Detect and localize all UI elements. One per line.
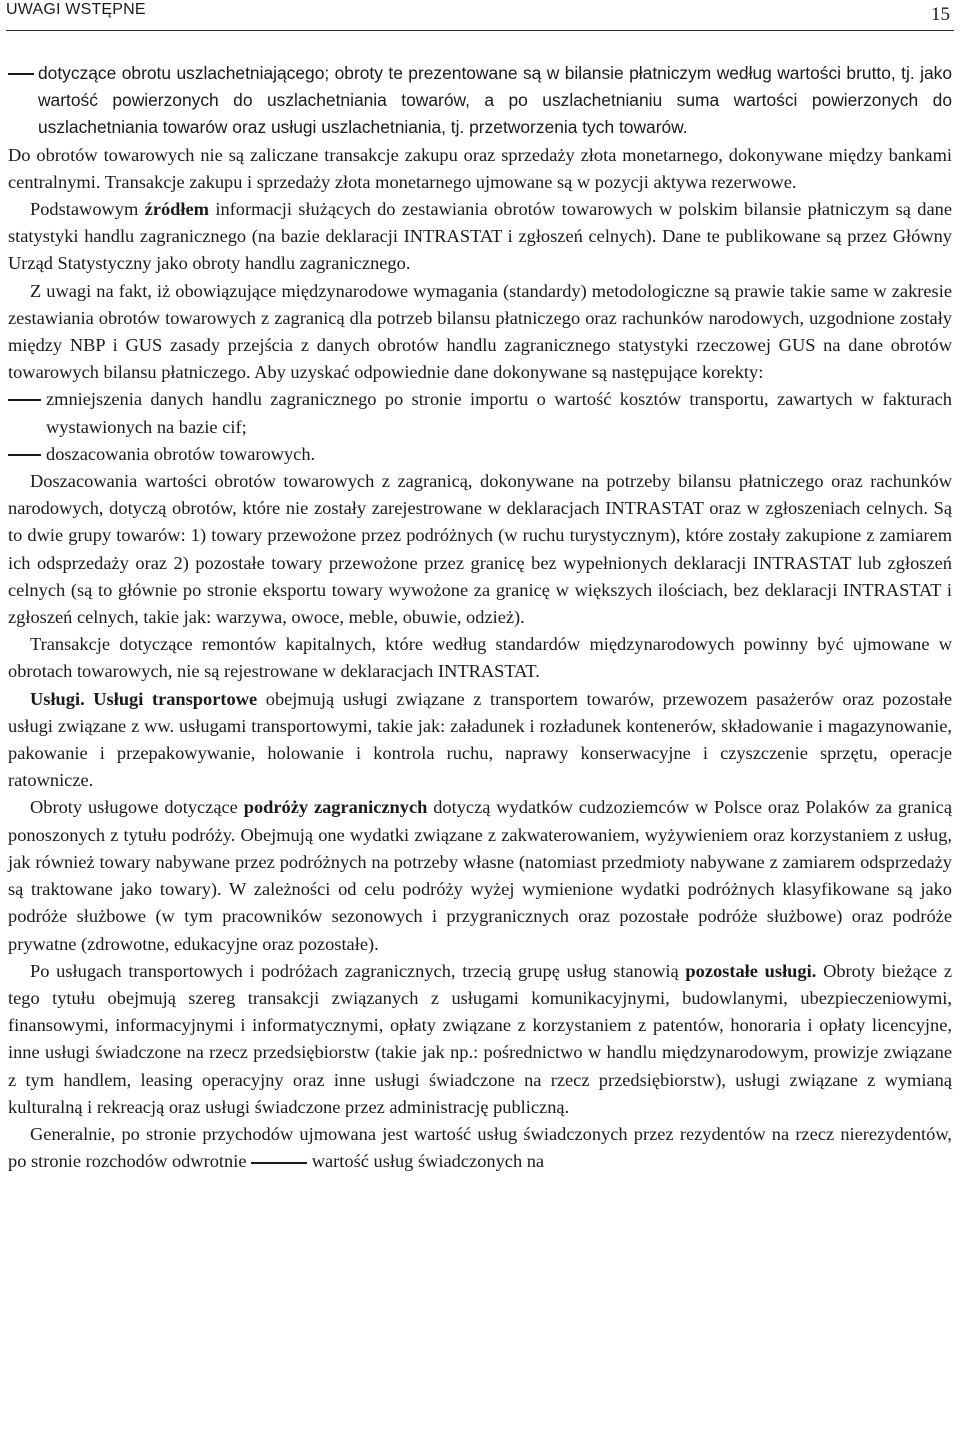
page-header <box>6 0 954 31</box>
paragraph-generalnie: Generalnie, po stronie przychodów ujmowana jest wartość usług świadczonych przez rezydentów na rzecz nierezydentów, po stronie rozchodów odwrotnie wartość usług świadczonych na <box>8 1123 952 1172</box>
paragraph-doszacowania: Doszacowania wartości obrotów towarowych z zagranicą, dokonywane na potrzeby bilansu płatniczego oraz rachunków narodowych, dotyczą obrotów, które nie zostały zarejestrowane w deklaracjach INTRASTAT oraz w zgłoszeniach celnych. Są to dwie grupy towarów: 1) towary przewożone przez podróżnych (w ruchu turystycznym), które zostały zakupione z zamiarem ich odsprzedaży oraz 2) pozostałe towary przewożone przez granicę bez wypełnionych deklaracji INTRASTAT lub zgłoszeń celnych (są to głównie po stronie eksportu towary wywożone za granicę w większych ilościach, bez deklaracji INTRASTAT i zgłoszeń celnych, takie jak: warzywa, owoce, meble, obuwie, odzież). <box>8 471 952 628</box>
term-zrodlem: źródłem <box>144 199 209 220</box>
list-item-korekta-1: zmniejszenia danych handlu zagranicznego po stronie importu o wartość kosztów transportu, zawartych w fakturach wystawionych na bazie cif; <box>8 386 952 440</box>
paragraph-zloto-monetarne: Do obrotów towarowych nie są zaliczane transakcje zakupu oraz sprzedaży złota monetarnego, dokonywane między bankami centralnymi. Transakcje zakupu i sprzedaży złota monetarnego ujmowane są w pozycji aktywa rezerwowe. <box>8 144 952 192</box>
paragraph-pozostale-uslugi: Po usługach transportowych i podróżach zagranicznych, trzecią grupę usług stanowią pozostałe usługi. Obroty bieżące z tego tytułu obejmują szereg transakcji związanych z usługami komunikacyjnymi, budowlanymi, ubezpieczeniowymi, finansowymi, informacyjnymi i informatycznymi, opłaty związane z korzystaniem z patentów, honoraria i opłaty licencyjne, inne usługi świadczone na rzecz przedsiębiorstw (takie jak np.: pośrednictwo w handlu międzynarodowym, prowizje związane z tym handlem, leasing operacyjny oraz inne usługi świadczone na rzecz przedsiębiorstw), usługi związane z wymianą kulturalną i rekreacją oraz usługi świadczone przez administrację publiczną. <box>8 960 952 1117</box>
list-item-korekta-2: doszacowania obrotów towarowych. <box>8 441 952 468</box>
dash-bullet <box>8 60 38 142</box>
paragraph-standardy: Z uwagi na fakt, iż obowiązujące międzynarodowe wymagania (standardy) metodologiczne są prawie takie same w zakresie zestawiania obrotów towarowych z zagranicą dla potrzeb bilansu płatniczego oraz rachunków narodowych, uzgodnione zostały między NBP i GUS zasady przejścia z danych obrotów handlu zagranicznego statystyki rzeczowej GUS na dane obrotów towarowych bilansu płatniczego. Aby uzyskać odpowiednie dane dokonywane są następujące korekty: <box>8 280 952 383</box>
page-number: 15 <box>931 4 950 25</box>
document-body <box>8 60 952 1175</box>
heading-uslugi: Usługi. <box>30 688 85 709</box>
dash-bullet <box>8 386 46 440</box>
paragraph-podroze: Obroty usługowe dotyczące podróży zagranicznych dotyczą wydatków cudzoziemców w Polsce oraz Polaków za granicą ponoszonych z tytułu podróży. Obejmują one wydatki związane z zakwaterowaniem, wyżywieniem oraz korzystaniem z usług, jak również towary nabywane przez podróżnych na potrzeby własne (natomiast przedmioty nabywane z zamiarem odsprzedaży są traktowane jako towary). W zależności od celu podróży wyżej wymienione wydatki podróżnych klasyfikowane są jako podróże służbowe (w tym pracowników sezonowych i przygranicznych oraz pozostałe podróże służbowe) oraz podróże prywatne (zdrowotne, edukacyjne oraz pozostałe). <box>8 797 952 954</box>
section-title: UWAGI WSTĘPNE <box>6 1 146 18</box>
list-item-uszlachetnianie <box>8 60 952 142</box>
paragraph-remonty: Transakcje dotyczące remontów kapitalnych, które według standardów międzynarodowych powinny być ujmowane w obrotach towarowych, nie są rejestrowane w deklaracjach INTRASTAT. <box>8 634 952 682</box>
paragraph-uslugi-transportowe: Usługi. Usługi transportowe obejmują usługi związane z transportem towarów, przewozem pasażerów oraz pozostałe usługi związane z ww. usługami transportowymi, takie jak: załadunek i rozładunek kontenerów, składowanie i magazynowanie, pakowanie i przepakowywanie, holowanie i kontrola ruchu, naprawy konserwacyjne i czyszczenie sprzętu, operacje ratownicze. <box>8 688 952 791</box>
paragraph-zrodla-informacji: Podstawowym źródłem informacji służących do zestawiania obrotów towarowych w polskim bilansie płatniczym są dane statystyki handlu zagranicznego (na bazie deklaracji INTRASTAT i zgłoszeń celnych). Dane te publikowane są przez Główny Urząd Statystyczny jako obroty handlu zagranicznego. <box>8 199 952 274</box>
term-podrozy-zagranicznych: podróży zagranicznych <box>243 797 428 818</box>
term-uslugi-transportowe: Usługi transportowe <box>93 688 258 709</box>
term-pozostale-uslugi: pozostałe usługi. <box>685 960 817 981</box>
dash-bullet <box>8 441 46 468</box>
paragraph-uszlachetnianie: dotyczące obrotu uszlachetniającego; obroty te prezentowane są w bilansie płatniczym według wartości brutto, tj. jako wartość powierzonych do uszlachetniania towarów, a po uszlachetnianiu suma wartości powierzonych do uszlachetniania towarów oraz usługi uszlachetniania, tj. przetworzenia tych towarów. <box>38 63 952 138</box>
em-dash <box>251 1162 307 1164</box>
